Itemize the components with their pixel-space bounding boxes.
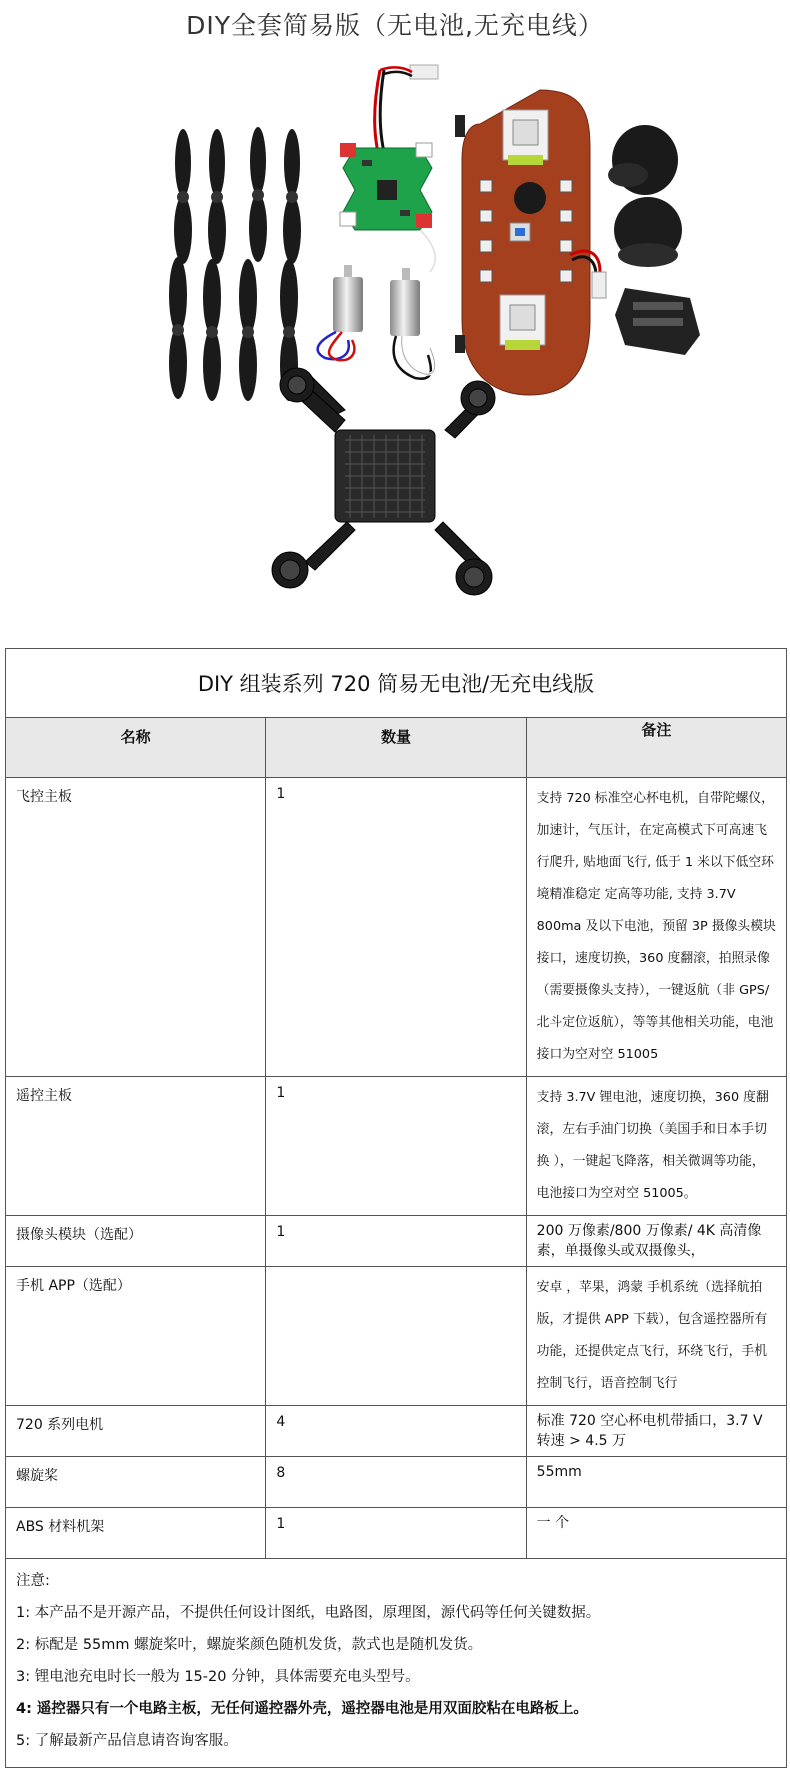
table-row [6,1267,787,1406]
header-note: 备注 [526,718,786,778]
row-note: 支持 3.7V 锂电池，速度切换，360 度翻滚，左右手油门切换（美国手和日本手切换 ），一键起飞降落，相关微调等功能，电池接口为空对空 51005。 [526,1077,786,1216]
joystick-cap [614,197,682,267]
row-note: 200 万像素/800 万像素/ 4K 高清像素，单摄像头或双摄像头， [526,1216,786,1267]
propeller [208,129,226,264]
notes-row [6,1559,787,1768]
row-name: ABS 材料机架 [6,1508,266,1559]
table-title: DIY 组装系列 720 简易无电池/无充电线版 [6,649,787,718]
row-qty: 1 [266,1077,526,1216]
row-name: 720 系列电机 [6,1406,266,1457]
row-note: 55mm [526,1457,786,1508]
header-name: 名称 [6,718,266,778]
row-note: 一 个 [526,1508,786,1559]
table-row [6,1216,787,1267]
propeller [174,129,192,264]
table-row [6,778,787,1077]
note-item: 4: 遥控器只有一个电路主板，无任何遥控器外壳，遥控器电池是用双面胶粘在电路板上。 [16,1701,588,1717]
table-row [6,1077,787,1216]
row-qty: 1 [266,1508,526,1559]
note-item: 3: 锂电池充电时长一般为 15-20 分钟，具体需要充电头型号。 [16,1669,420,1685]
motor [390,268,435,379]
row-qty: 8 [266,1457,526,1508]
propeller [203,259,221,401]
table-row [6,1457,787,1508]
note-item: 5: 了解最新产品信息请咨询客服。 [16,1733,238,1749]
remote-control-board [455,90,606,395]
product-photo [0,40,790,640]
row-note: 支持 720 标准空心杯电机，自带陀螺仪，加速计，气压计，在定高模式下可高速飞行爬升, 贴地面飞行, 低于 1 米以下低空环境精准稳定 定高等功能, 支持 3.7V 800ma 及以下电池，预留 3P 摄像头模块接口，速度切换，360 度翻滚，拍照录像（需要摄像头支持），一键返航（非 GPS/北斗定位返航），等等其他相关功能，电池接口为空对空 51005 [526,778,786,1077]
row-name: 手机 APP（选配） [6,1267,266,1406]
row-qty: 4 [266,1406,526,1457]
notes-title: 注意: [16,1573,50,1589]
notes-section [6,1559,787,1768]
drone-frame [272,368,495,595]
row-note: 标准 720 空心杯电机带插口，3.7 V 转速 > 4.5 万 [526,1406,786,1457]
row-name: 遥控主板 [6,1077,266,1216]
propeller [249,127,267,262]
motor [318,265,363,360]
propeller [169,257,187,399]
battery-holder [615,288,700,355]
table-row [6,1508,787,1559]
note-item: 1: 本产品不是开源产品，不提供任何设计图纸，电路图，原理图，源代码等任何关键数据。 [16,1605,601,1621]
note-item: 2: 标配是 55mm 螺旋桨叶，螺旋桨颜色随机发货，款式也是随机发货。 [16,1637,483,1653]
row-note: 安卓 ，苹果，鸿蒙 手机系统（选择航拍版，才提供 APP 下载），包含遥控器所有功能，还提供定点飞行，环绕飞行，手机控制飞行，语音控制飞行 [526,1267,786,1406]
row-name: 摄像头模块（选配） [6,1216,266,1267]
row-qty: 1 [266,778,526,1077]
row-qty [266,1267,526,1406]
joystick-cap [608,125,678,195]
spec-table [5,648,787,1768]
row-qty: 1 [266,1216,526,1267]
row-name: 螺旋桨 [6,1457,266,1508]
page-title: DIY全套简易版（无电池,无充电线） [186,11,604,40]
row-name: 飞控主板 [6,778,266,1077]
table-header-row [6,718,787,778]
propeller [283,129,301,264]
table-row [6,1406,787,1457]
propeller [239,259,257,401]
header-qty: 数量 [266,718,526,778]
propeller-group [169,127,301,401]
flight-controller-board [340,65,438,272]
